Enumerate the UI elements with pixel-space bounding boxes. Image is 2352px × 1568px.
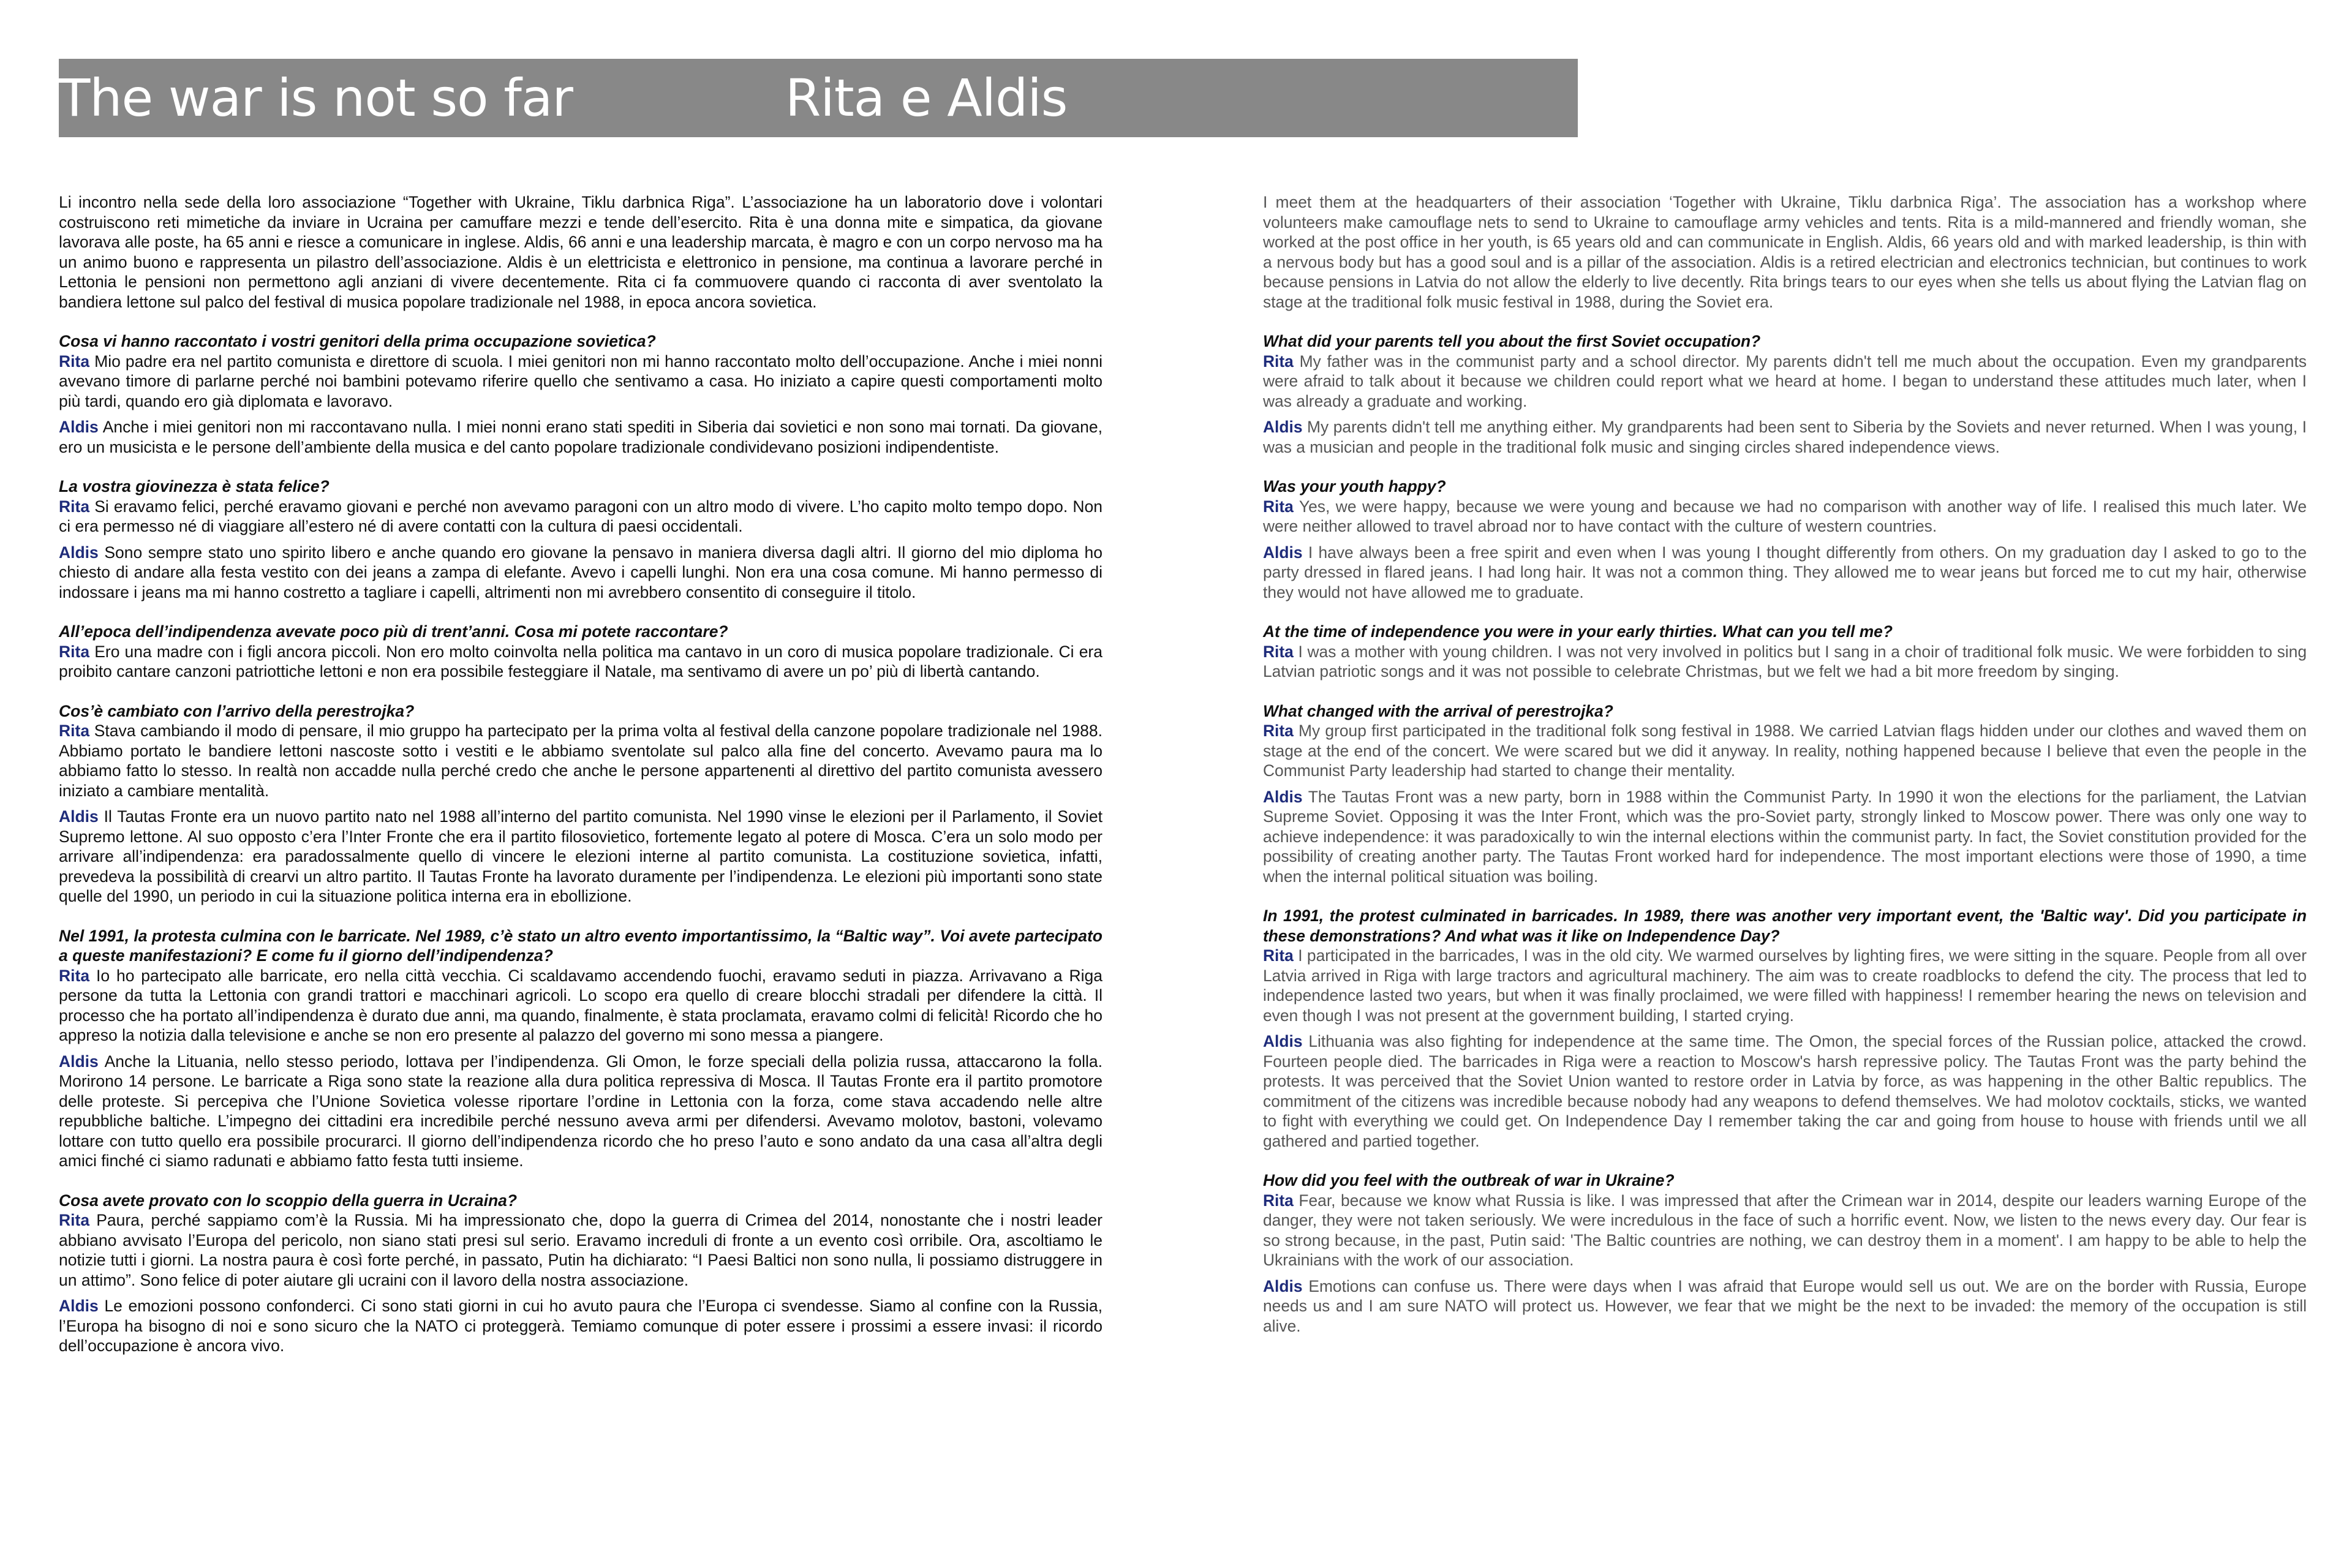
interview-question: In 1991, the protest culminated in barricades. In 1989, there was another very important event, the 'Baltic way'. Did you participate in these demonstrations? And what was it like on Independence Day? xyxy=(1263,907,2307,945)
interview-answer xyxy=(1263,1191,2307,1270)
speaker-name: Aldis xyxy=(59,418,99,436)
interview-question: Cosa avete provato con lo scoppio della guerra in Ucraina? xyxy=(59,1191,518,1210)
answer-text: Anche la Lituania, nello stesso periodo, lottava per l’indipendenza. Gli Omon, le forze speciali della polizia russa, attaccarono la folla. Morirono 14 persone. Le barricate a Riga sono state la reazione alla dura politica repressiva di Mosca. Il Tautas Fronte era il partito promotore delle proteste. Si percepiva che l’Unione Sovietica volesse riportare l’ordine in Lettonia con la forza, come stava accadendo nelle altre repubbliche baltiche. L’impegno dei cittadini era incredibile perché nessuno aveva armi per difendersi. Avevamo molotov, bastoni, volevamo lottare con tutto quello era possibile procurarci. Il giorno dell’indipendenza ricordo che ho preso l’auto e sono andato da una casa all’altra degli amici finché ci siamo radunati e abbiamo fatto festa tutti insieme. xyxy=(59,1052,1102,1170)
interview-question: How did you feel with the outbreak of war in Ukraine? xyxy=(1263,1171,1675,1189)
interview-question: At the time of independence you were in your early thirties. What can you tell me? xyxy=(1263,622,1893,641)
interview-question: What changed with the arrival of perestrojka? xyxy=(1263,701,1613,720)
italian-column xyxy=(59,192,1102,1376)
interview-section xyxy=(59,1191,1102,1356)
interview-answer xyxy=(1263,946,2307,1025)
interview-answer xyxy=(59,966,1102,1046)
interview-answer xyxy=(59,721,1102,801)
speaker-name: Rita xyxy=(59,497,90,516)
speaker-name: Aldis xyxy=(1263,418,1303,436)
interview-answer xyxy=(1263,721,2307,781)
interview-answer xyxy=(59,1296,1102,1356)
interview-section xyxy=(1263,906,2307,1151)
interview-question: Cosa vi hanno raccontato i vostri genitori della prima occupazione sovietica? xyxy=(59,332,656,350)
interview-section xyxy=(59,477,1102,602)
interview-answer xyxy=(59,1052,1102,1171)
interview-question: Nel 1991, la protesta culmina con le barricate. Nel 1989, c’è stato un altro evento importantissimo, la “Baltic way”. Voi avete partecipato a queste manifestazioni? E come fu il giorno dell’indipendenza? xyxy=(59,926,1102,965)
interview-answer xyxy=(1263,352,2307,412)
speaker-name: Aldis xyxy=(59,543,99,562)
interview-question: Cos’è cambiato con l’arrivo della perestrojka? xyxy=(59,701,415,720)
interview-answer xyxy=(1263,417,2307,457)
answer-text: Paura, perché sappiamo com’è la Russia. Mi ha impressionato che, dopo la guerra di Crimea del 2014, nonostante che i nostri leader abbiano avvisato l’Europa del pericolo, non siano stati presi sul serio. Eravamo increduli di fronte a un evento così orribile. Ora, ascoltiamo le notizie tutti i giorni. La nostra paura è così forte perché, in passato, Putin ha dichiarato: “I Paesi Baltici non sono nulla, li possiamo distruggere in un attimo”. Sono felice di poter aiutare gli ucraini con il lavoro della nostra associazione. xyxy=(59,1211,1102,1289)
speaker-name: Rita xyxy=(1263,722,1294,740)
interview-answer xyxy=(59,417,1102,457)
answer-text: My parents didn't tell me anything either. My grandparents had been sent to Siberia by the Soviets and never returned. When I was young, I was a musician and people in the traditional folk music and singing circles shared independence views. xyxy=(1263,418,2307,456)
speaker-name: Rita xyxy=(1263,642,1294,661)
interview-question: La vostra giovinezza è stata felice? xyxy=(59,477,330,496)
interview-answer xyxy=(1263,543,2307,603)
intro-paragraph: Li incontro nella sede della loro associazione “Together with Ukraine, Tiklu darbnica Riga”. L’associazione ha un laboratorio dove i volontari costruiscono reti mimetiche da inviare in Ucraina per camuffare mezzi e tende dell’esercito. Rita è una donna mite e simpatica, da giovane lavorava alle poste, ha 65 anni e riesce a comunicare in inglese. Aldis, 66 anni e una leadership marcata, è magro e con un corpo nervoso ma ha un animo buono e rappresenta un pilastro dell’associazione. Aldis è un elettricista e elettronico in pensione, ma continua a lavorare perché in Lettonia le pensioni non permettono agli anziani di vivere decentemente. Rita ci fa commuovere quando ci racconta di aver sventolato la bandiera lettone sul palco del festival di musica popolare tradizionale nel 1988, in epoca ancora sovietica. xyxy=(59,193,1102,311)
answer-text: My father was in the communist party and a school director. My parents didn't tell me much about the occupation. Even my grandparents were afraid to talk about it because we children could report what we heard at home. I began to understand these attitudes much later, when I was already a graduate and working. xyxy=(1263,352,2307,410)
speaker-name: Rita xyxy=(59,966,90,985)
answer-text: Io ho partecipato alle barricate, ero nella città vecchia. Ci scaldavamo accendendo fuochi, eravamo seduti in piazza. Arrivavano a Riga persone da tutta la Lettonia con grandi trattori e macchinari agricoli. Lo scopo era quello di creare blocchi stradali per difendere la città. Il processo che ha portato all’indipendenza è durato due anni, ma quando, finalmente, è stata proclamata, eravamo colmi di felicità! Ricordo che ho appreso la notizia dalla televisione e anche se non ero presente al palazzo del governo mi sono messa a piangere. xyxy=(59,966,1102,1044)
interview-answer xyxy=(59,1210,1102,1290)
speaker-name: Rita xyxy=(59,722,90,740)
answer-text: Anche i miei genitori non mi raccontavano nulla. I miei nonni erano stati spediti in Siberia dai sovietici e non sono mai tornati. Da giovane, ero un musicista e le persone dell’ambiente della musica e del canto popolare tradizionale condividevano posizioni indipendentiste. xyxy=(59,418,1102,456)
header-bar xyxy=(59,59,1578,137)
answer-text: I was a mother with young children. I was not very involved in politics but I sang in a choir of traditional folk music. We were forbidden to sing Latvian patriotic songs and it was not possible to celebrate Christmas, but we felt we had a bit more freedom by singing. xyxy=(1263,642,2307,680)
interview-answer xyxy=(1263,642,2307,682)
speaker-name: Rita xyxy=(59,642,90,661)
speaker-name: Aldis xyxy=(1263,543,1303,562)
speaker-name: Rita xyxy=(1263,946,1294,965)
interview-section xyxy=(59,331,1102,457)
speaker-name: Rita xyxy=(59,1211,90,1229)
answer-text: Emotions can confuse us. There were days when I was afraid that Europe would sell us out. We are on the border with Russia, Europe needs us and I am sure NATO will protect us. However, we fear that we might be the next to be invaded: the memory of the occupation is still alive. xyxy=(1263,1276,2307,1335)
answer-text: I participated in the barricades, I was in the old city. We warmed ourselves by lighting fires, we were sitting in the square. People from all over Latvia arrived in Riga with large tractors and agricultural machinery. The aim was to create roadblocks to defend the city. The process that led to independence lasted two years, but when it was finally proclaimed, we were filled with happiness! I remember hearing the news on television and even though I was not present at the government building, I started crying. xyxy=(1263,946,2307,1025)
speaker-name: Aldis xyxy=(59,1052,99,1071)
answer-text: Le emozioni possono confonderci. Ci sono stati giorni in cui ho avuto paura che l’Europa ci svendesse. Siamo al confine con la Russia, l’Europa ha bisogno di noi e sono sicuro che la NATO ci proteggerà. Temiamo comunque di poter essere i prossimi a essere invasi: il ricordo dell’occupazione è ancora vivo. xyxy=(59,1297,1102,1355)
speaker-name: Aldis xyxy=(59,1297,99,1315)
answer-text: Fear, because we know what Russia is like. I was impressed that after the Crimean war in 2014, despite our leaders warning Europe of the danger, they were not taken seriously. We were incredulous in the face of such a horrific event. Now, we listen to the news every day. Our fear is so strong because, in the past, Putin said: 'The Baltic countries are nothing, we can destroy them in a moment'. I am happy to be able to help the Ukrainians with the work of our association. xyxy=(1263,1191,2307,1269)
answer-text: Sono sempre stato uno spirito libero e anche quando ero giovane la pensavo in maniera diversa dagli altri. Il giorno del mio diploma ho chiesto di andare alla festa vestito con dei jeans a zampa di elefante. Avevo i capelli lunghi. Non era una cosa comune. Mi hanno permesso di indossare i jeans ma mi hanno costretto a tagliare i capelli, altrimenti non mi avrebbero consentito di conseguire il titolo. xyxy=(59,543,1102,601)
answer-text: Si eravamo felici, perché eravamo giovani e perché non avevamo paragoni con un altro modo di vivere. L’ho capito molto tempo dopo. Non ci era permesso né di viaggiare all’estero né di avere contatti con la cultura di paesi occidentali. xyxy=(59,497,1102,535)
interview-section xyxy=(1263,701,2307,887)
english-column xyxy=(1263,192,2307,1355)
page-title: The war is not so far xyxy=(59,68,573,128)
interview-section xyxy=(59,926,1102,1171)
answer-text: Ero una madre con i figli ancora piccoli. Non ero molto coinvolta nella politica ma cantavo in un coro di musica popolare tradizionale. Ci era proibito cantare canzoni patriottiche lettoni e non era possibile festeggiare il Natale, ma sentivamo di avere un po’ più di libertà cantando. xyxy=(59,642,1102,680)
answer-text: Lithuania was also fighting for independence at the same time. The Omon, the special forces of the Russian police, attacked the crowd. Fourteen people died. The barricades in Riga were a reaction to Moscow's harsh repressive policy. The Tautas Front was the party behind the protests. It was perceived that the Soviet Union wanted to restore order in Latvia by force, as was happening in the other Baltic republics. The commitment of the citizens was incredible because nobody had any weapons to defend themselves. We had molotov cocktails, sticks, we wanted to fight with everything we could get. On Independence Day I remember taking the car and going from house to house with friends until we all gathered and partied together. xyxy=(1263,1032,2307,1150)
interview-question: What did your parents tell you about the first Soviet occupation? xyxy=(1263,332,1761,350)
interview-section xyxy=(59,701,1102,907)
interview-answer xyxy=(59,543,1102,603)
speaker-name: Aldis xyxy=(59,807,99,826)
answer-text: My group first participated in the traditional folk song festival in 1988. We carried Latvian flags hidden under our clothes and waved them on stage at the end of the concert. We were scared but we did it anyway. In reality, nothing happened because I believe that even the people in the Communist Party leadership had started to change their mentality. xyxy=(1263,722,2307,780)
answer-text: Stava cambiando il modo di pensare, il mio gruppo ha partecipato per la prima volta al festival della canzone popolare tradizionale nel 1988. Abbiamo portato le bandiere lettoni nascoste sotto i vestiti e le abbiamo sventolate sul palco alla fine del concerto. Avevamo paura ma lo abbiamo fatto lo stesso. In realtà non accadde nulla perché credo che anche le persone appartenenti al direttivo del partito comunista avessero iniziato a cambiare mentalità. xyxy=(59,722,1102,800)
answer-text: Mio padre era nel partito comunista e direttore di scuola. I miei genitori non mi hanno raccontato molto dell’occupazione. Anche i miei nonni avevano timore di parlarne perché noi bambini potevamo riferire quello che sentivamo a casa. Ho iniziato a capire questi comportamenti molto più tardi, quando ero già diplomata e lavoravo. xyxy=(59,352,1102,410)
interview-answer xyxy=(1263,497,2307,537)
interview-answer xyxy=(59,807,1102,907)
interview-answer xyxy=(1263,1276,2307,1336)
answer-text: I have always been a free spirit and even when I was young I thought differently from others. On my graduation day I asked to go to the party dressed in flared jeans. I had long hair. It was not a common thing. They allowed me to wear jeans but forced me to cut my hair, otherwise they would not have allowed me to graduate. xyxy=(1263,543,2307,601)
speaker-name: Aldis xyxy=(1263,1032,1303,1050)
interview-section xyxy=(1263,622,2307,682)
interview-section xyxy=(1263,1170,2307,1336)
answer-text: Il Tautas Fronte era un nuovo partito nato nel 1988 all’interno del partito comunista. Nel 1990 vinse le elezioni per il Parlamento, il Soviet Supremo lettone. Al suo opposto c’era l’Inter Fronte che era il partito filosovietico, fortemente legato al potere di Mosca. C’era un solo modo per arrivare all’indipendenza: era paradossalmente quello di vincere le elezioni interne al partito comunista. La costituzione sovietica, infatti, prevedeva la possibilità di crearvi un altro partito. Il Tautas Fronte ha lavorato duramente per l’indipendenza. Le elezioni più importanti sono state quelle del 1990, un periodo in cui la situazione politica interna era in ebollizione. xyxy=(59,807,1102,905)
answer-text: The Tautas Front was a new party, born in 1988 within the Communist Party. In 1990 it won the elections for the parliament, the Latvian Supreme Soviet. Opposing it was the Inter Front, which was the pro-Soviet party, strongly linked to Moscow power. There was only one way to achieve independence: it was paradoxically to win the internal elections within the communist party. In fact, the Soviet constitution provided for the possibility of creating another party. The Tautas Front worked hard for independence. The most important elections were those of 1990, a time when the internal political situation was boiling. xyxy=(1263,787,2307,886)
intro-paragraph: I meet them at the headquarters of their association ‘Together with Ukraine, Tiklu darbnica Riga’. The association has a workshop where volunteers make camouflage nets to send to Ukraine to camouflage army vehicles and tents. Rita is a mild-mannered and friendly woman, she worked at the post office in her youth, is 65 years old and can communicate in English. Aldis, 66 years old and with marked leadership, is thin with a nervous body but has a good soul and is a pillar of the association. Aldis is a retired electrician and electronics technician, but continues to work because pensions in Latvia do not allow the elderly to live decently. Rita brings tears to our eyes when she tells us about flying the Latvian flag on stage at the traditional folk music festival in 1988, during the Soviet era. xyxy=(1263,193,2307,311)
speaker-name: Rita xyxy=(1263,352,1294,371)
interview-section xyxy=(1263,477,2307,602)
speaker-name: Aldis xyxy=(1263,787,1303,806)
answer-text: Yes, we were happy, because we were young and because we had no comparison with another way of life. I realised this much later. We were neither allowed to travel abroad nor to have contact with the culture of western countries. xyxy=(1263,497,2307,535)
speaker-name: Rita xyxy=(1263,497,1294,516)
interview-answer xyxy=(1263,1031,2307,1151)
interview-answer xyxy=(59,352,1102,412)
interview-answer xyxy=(1263,787,2307,887)
interview-answer xyxy=(59,642,1102,682)
interview-question: Was your youth happy? xyxy=(1263,477,1446,496)
speaker-name: Rita xyxy=(1263,1191,1294,1210)
speaker-name: Rita xyxy=(59,352,90,371)
interview-answer xyxy=(59,497,1102,537)
speaker-name: Aldis xyxy=(1263,1276,1303,1295)
interview-question: All’epoca dell’indipendenza avevate poco più di trent’anni. Cosa mi potete raccontare? xyxy=(59,622,728,641)
interview-section xyxy=(1263,331,2307,457)
interview-section xyxy=(59,622,1102,682)
interviewee-names: Rita e Aldis xyxy=(785,68,1068,128)
